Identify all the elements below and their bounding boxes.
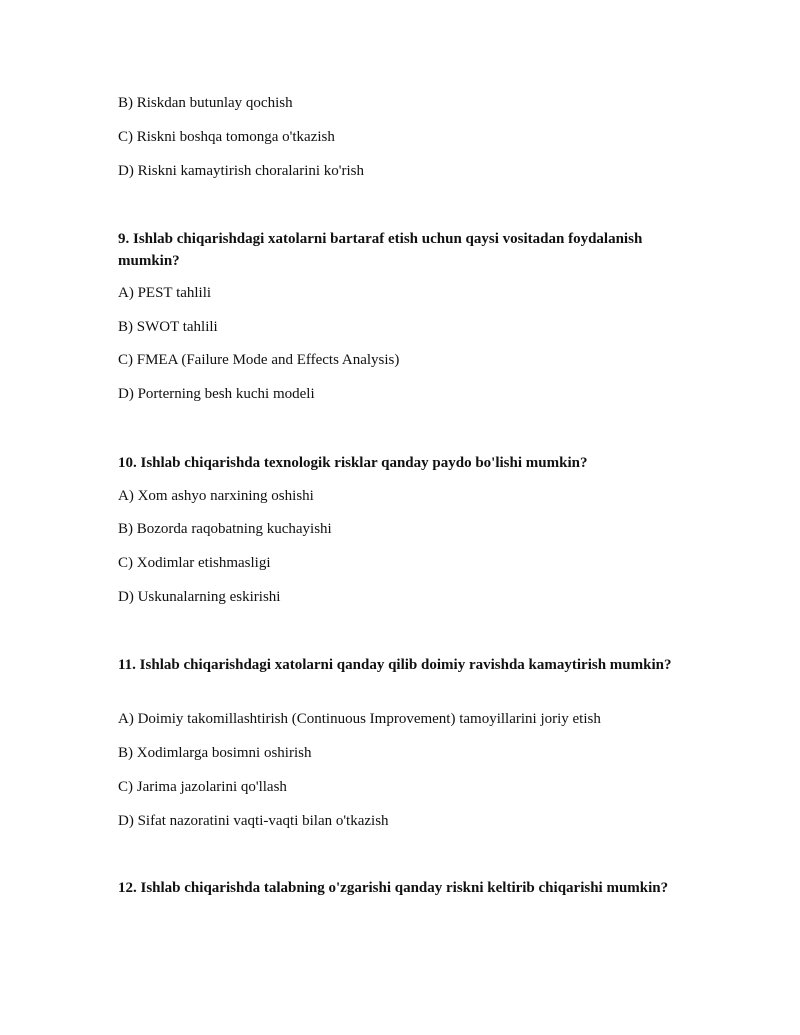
question-9-option-a: A) PEST tahlili xyxy=(118,285,212,301)
question-10: 10. Ishlab chiqarishda texnologik risklar qanday paydo bo'lishi mumkin? xyxy=(118,455,588,471)
option-c: C) Riskni boshqa tomonga o'tkazish xyxy=(118,129,335,145)
question-10-option-b: B) Bozorda raqobatning kuchayishi xyxy=(118,521,332,537)
question-12: 12. Ishlab chiqarishda talabning o'zgarishi qanday riskni keltirib chiqarishi mumkin? xyxy=(118,880,669,896)
question-11-option-b: B) Xodimlarga bosimni oshirish xyxy=(118,745,312,761)
option-d: D) Riskni kamaytirish choralarini ko'rish xyxy=(118,163,364,179)
question-11-option-a: A) Doimiy takomillashtirish (Continuous Improvement) tamoyillarini joriy etish xyxy=(118,711,601,727)
question-11-option-d: D) Sifat nazoratini vaqti-vaqti bilan o'tkazish xyxy=(118,813,389,829)
question-9-option-c: C) FMEA (Failure Mode and Effects Analysis) xyxy=(118,352,400,368)
question-11-option-c: C) Jarima jazolarini qo'llash xyxy=(118,779,287,795)
option-b: B) Riskdan butunlay qochish xyxy=(118,95,293,111)
question-11: 11. Ishlab chiqarishdagi xatolarni qanday qilib doimiy ravishda kamaytirish mumkin? xyxy=(118,657,672,673)
question-9: 9. Ishlab chiqarishdagi xatolarni bartaraf etish uchun qaysi vositadan foydalanish mumkin? xyxy=(118,231,643,269)
question-9-option-d: D) Porterning besh kuchi modeli xyxy=(118,386,315,402)
question-10-option-a: A) Xom ashyo narxining oshishi xyxy=(118,488,314,504)
question-9-option-b: B) SWOT tahlili xyxy=(118,319,218,335)
question-10-option-c: C) Xodimlar etishmasligi xyxy=(118,555,271,571)
question-10-option-d: D) Uskunalarning eskirishi xyxy=(118,589,281,605)
